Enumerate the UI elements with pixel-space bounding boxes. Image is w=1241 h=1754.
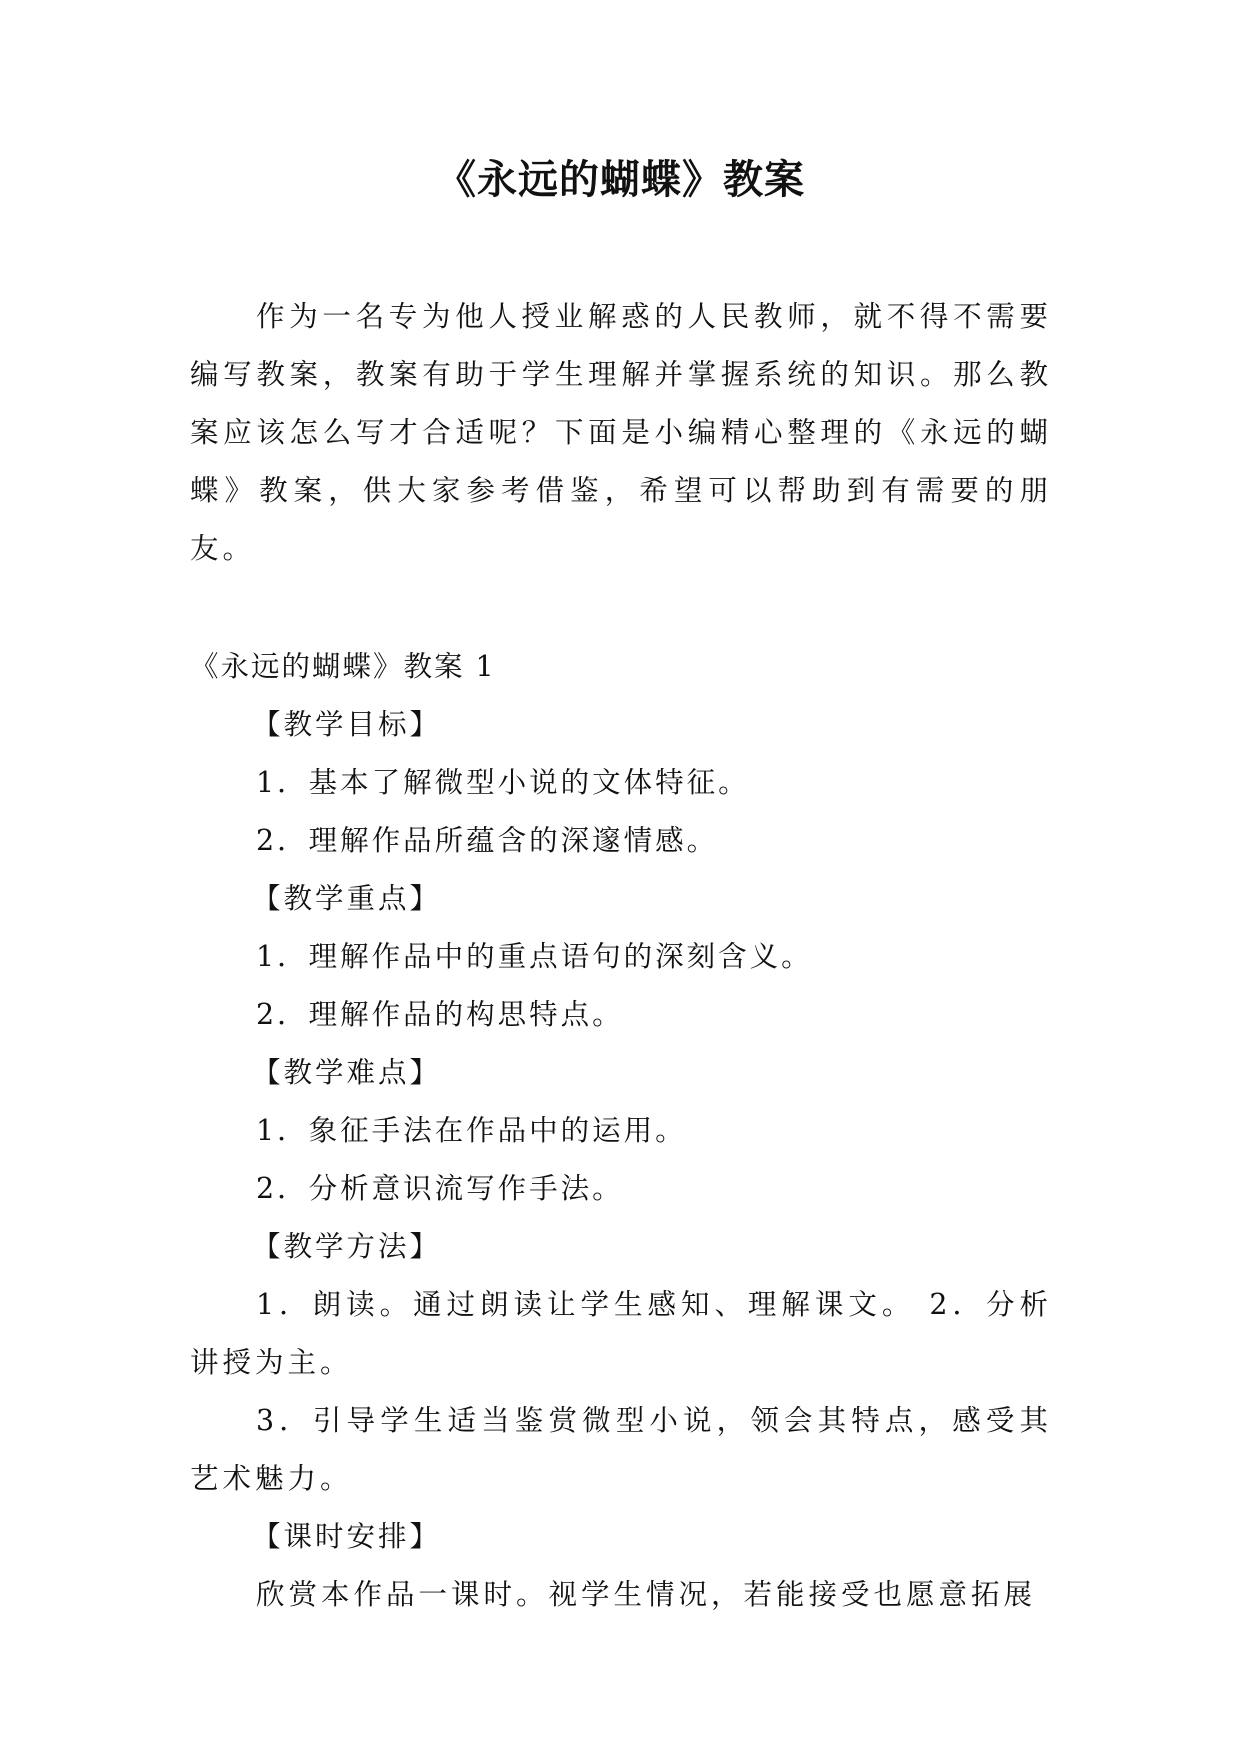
list-item: 2．理解作品的构思特点。 (256, 998, 624, 1031)
section-heading: 【教学方法】 (252, 1230, 442, 1263)
lesson-plan-subtitle: 《永远的蝴蝶》教案 1 (190, 650, 496, 683)
section-heading: 【教学重点】 (252, 882, 442, 915)
section-teaching-methods (190, 1218, 1052, 1508)
method-paragraph: 3．引导学生适当鉴赏微型小说，领会其特点，感受其艺术魅力。 (190, 1404, 1052, 1495)
section-teaching-focus (190, 870, 1052, 1044)
document-title: 《永远的蝴蝶》教案 (436, 157, 805, 203)
section-heading: 【教学目标】 (252, 708, 442, 741)
section-teaching-difficulties (190, 1044, 1052, 1218)
list-item: 1．象征手法在作品中的运用。 (256, 1114, 687, 1147)
list-item: 2．分析意识流写作手法。 (256, 1172, 624, 1205)
section-class-schedule (190, 1508, 1052, 1624)
list-item: 1．理解作品中的重点语句的深刻含义。 (256, 940, 813, 973)
list-item: 2．理解作品所蕴含的深邃情感。 (256, 824, 719, 857)
document-body (190, 288, 1052, 1624)
section-heading: 【课时安排】 (252, 1520, 442, 1553)
method-paragraph: 1．朗读。通过朗读让学生感知、理解课文。 2．分析讲授为主。 (190, 1288, 1052, 1379)
intro-paragraph: 作为一名专为他人授业解惑的人民教师，就不得不需要编写教案，教案有助于学生理解并掌握系统的知识。那么教案应该怎么写才合适呢？下面是小编精心整理的《永远的蝴蝶》教案，供大家参考借鉴，希望可以帮助到有需要的朋友。 (190, 300, 1052, 565)
section-teaching-goals (190, 696, 1052, 870)
schedule-paragraph: 欣赏本作品一课时。视学生情况，若能接受也愿意拓展 (256, 1578, 1037, 1611)
list-item: 1．基本了解微型小说的文体特征。 (256, 766, 750, 799)
section-heading: 【教学难点】 (252, 1056, 442, 1089)
